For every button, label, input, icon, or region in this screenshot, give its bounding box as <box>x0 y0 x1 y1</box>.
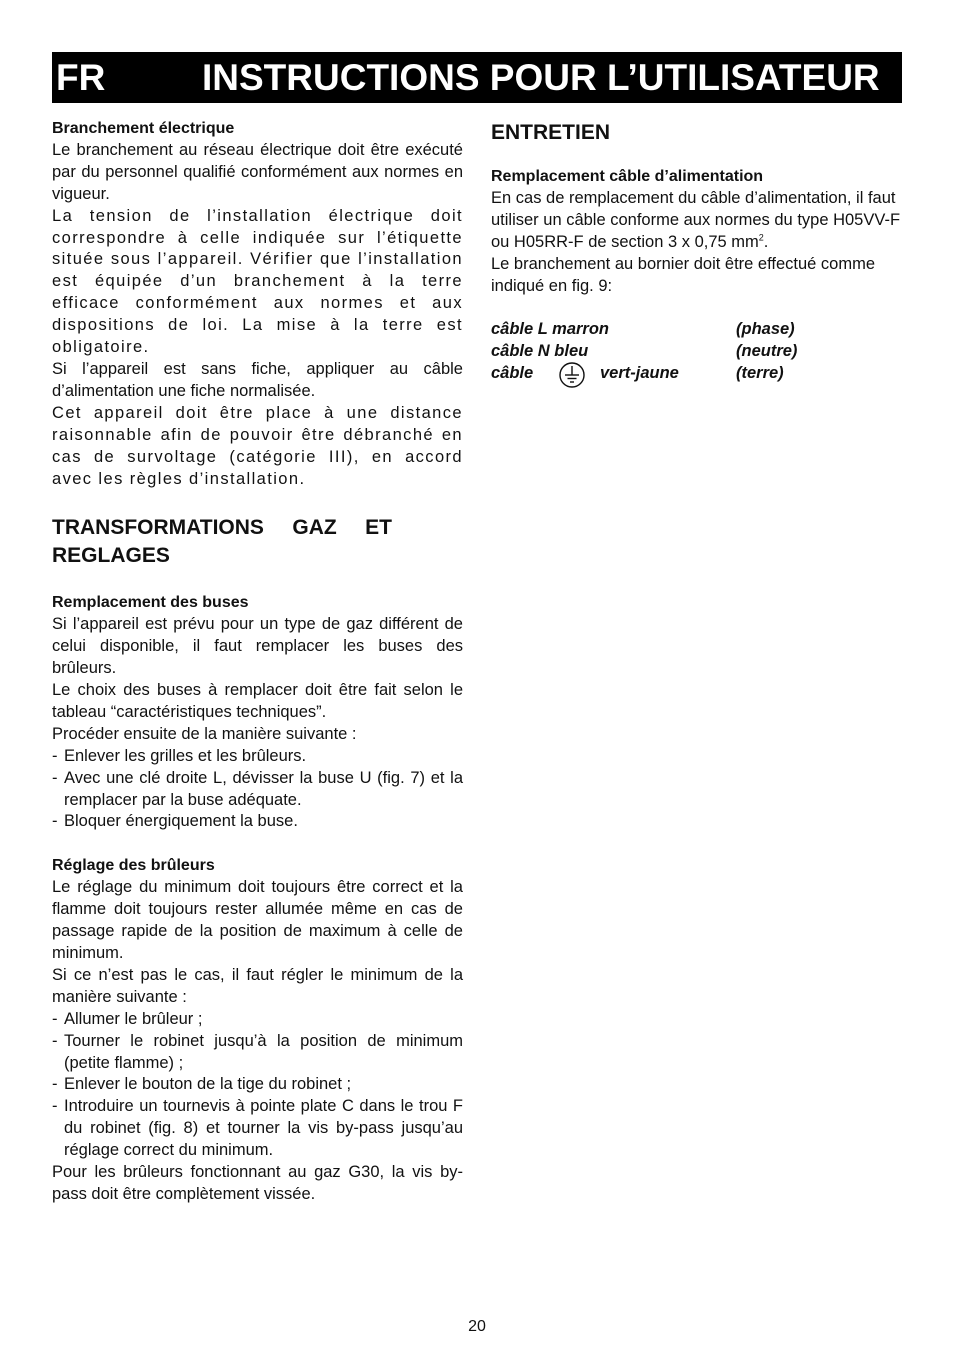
table-row: câble N bleu (neutre) <box>491 342 798 361</box>
table-row: câble L marron (phase) <box>491 320 795 339</box>
page-number: 20 <box>468 1318 486 1335</box>
reglage-steps-list <box>52 1009 463 1162</box>
list-item: - Enlever les grilles et les brûleurs. <box>52 746 307 765</box>
branchement-paragraph-4: Cet appareil doit être place à une distance raisonnable afin de pouvoir être débranché en cas de survoltage (catégorie III), en accord avec les règles d’installation. <box>52 403 463 488</box>
branchement-heading: Branchement électrique <box>52 120 235 137</box>
page-title: INSTRUCTIONS POUR L’UTILISATEUR <box>202 57 880 98</box>
list-item: - Introduire un tournevis à pointe plate C dans le trou F du robinet (fig. 8) et tourner la vis by-pass jusqu’au réglage correct du minimum. <box>52 1097 463 1160</box>
reglage-paragraph-1: Le réglage du minimum doit toujours être correct et la flamme doit toujours rester allumée même en cas de passage rapide de la position de maximum à celle de minimum. <box>52 878 463 962</box>
language-code: FR <box>56 57 106 98</box>
cable-replacement-heading: Remplacement câble d’alimentation <box>491 168 764 185</box>
reglage-heading: Réglage des brûleurs <box>52 857 215 875</box>
cable-wiring-table <box>491 319 903 385</box>
branchement-paragraph-3: Si l’appareil est sans fiche, appliquer au câble d’alimentation une fiche normalisée. <box>52 359 463 400</box>
list-item: - Allumer le brûleur ; <box>52 1009 203 1028</box>
reglage-paragraph-3: Pour les brûleurs fonctionnant au gaz G30, la vis by-pass doit être complètement vissée. <box>52 1163 463 1203</box>
list-item: - Tourner le robinet jusqu’à la position de minimum (petite flamme) ; <box>52 1031 463 1072</box>
reglage-paragraph-2: Si ce n’est pas le cas, il faut régler le minimum de la manière suivante : <box>52 965 463 1006</box>
cable-paragraph-1: En cas de remplacement du câble d’alimentation, il faut utiliser un câble conforme aux normes du type H05VV-F ou H05RR-F de section 3 x 0,75 $mm^2$. <box>491 188 901 251</box>
buses-steps-list <box>52 746 463 834</box>
branchement-paragraph-1: Le branchement au réseau électrique doit être exécuté par du personnel qualifié conformément aux normes en vigueur. <box>52 140 463 203</box>
table-row: câble vert-jaune (terre) <box>491 363 903 385</box>
right-column <box>491 118 903 385</box>
buses-heading: Remplacement des buses <box>52 594 249 612</box>
earth-ground-icon <box>558 362 586 388</box>
list-item: - Bloquer énergiquement la buse. <box>52 812 298 831</box>
branchement-paragraph-2: La tension de l’installation électrique doit correspondre à celle indiquée sur l’étiquette située sous l’appareil. Vérifier que l’installation est équipée d’un branchement à la terre efficace conformément aux normes et aux dispositions de loi. La mise à la terre est obligatoire. <box>52 206 463 357</box>
buses-paragraph-2: Le choix des buses à remplacer doit être fait selon le tableau “caractéristiques techniques”. <box>52 681 463 721</box>
buses-paragraph-1: Si l’appareil est prévu pour un type de gaz différent de celui disponible, il faut remplacer les buses des brûleurs. <box>52 615 463 678</box>
list-item: - Avec une clé droite L, dévisser la buse U (fig. 7) et la remplacer par la buse adéquate. <box>52 768 463 809</box>
cable-paragraph-2: Le branchement au bornier doit être effectué comme indiqué en fig. 9: <box>491 254 876 295</box>
left-column <box>52 118 463 1206</box>
list-item: - Enlever le bouton de la tige du robinet ; <box>52 1075 352 1094</box>
entretien-heading: ENTRETIEN <box>491 121 611 144</box>
page-header <box>52 52 902 103</box>
transformations-heading: TRANSFORMATIONS GAZ ET REGLAGES <box>52 516 392 568</box>
buses-paragraph-3: Procéder ensuite de la manière suivante : <box>52 724 357 743</box>
